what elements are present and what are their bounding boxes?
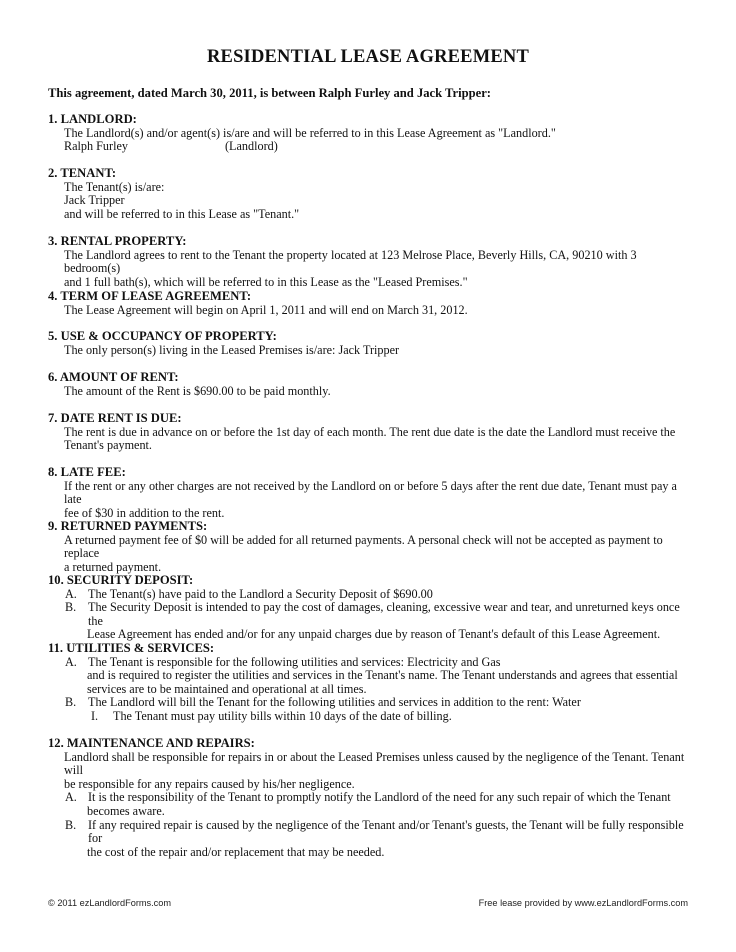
landlord-name-row xyxy=(64,140,694,154)
section-heading: 12. MAINTENANCE AND REPAIRS: xyxy=(48,736,255,750)
item-text: If any required repair is caused by the negligence of the Tenant and/or Tenant's guests, the Tenant will be fully responsible for xyxy=(88,817,684,846)
section-heading: 1. LANDLORD: xyxy=(48,112,137,126)
item-text: Lease Agreement has ended and/or for any unpaid charges due by reason of Tenant's default of this Lease Agreement. xyxy=(87,627,661,642)
item-marker: I. xyxy=(91,708,99,723)
section-maintenance xyxy=(48,737,694,859)
section-heading: 6. AMOUNT OF RENT: xyxy=(48,370,179,384)
document-title: RESIDENTIAL LEASE AGREEMENT xyxy=(206,47,530,67)
section-heading: 8. LATE FEE: xyxy=(48,465,126,479)
section-text: Landlord shall be responsible for repairs in or about the Leased Premises unless caused by the negligence of the Tenant. Tenant will xyxy=(64,749,685,778)
item-text: and is required to register the utilities and services in the Tenant's name. The Tenant understands and agrees that essential xyxy=(87,668,678,683)
section-heading: 9. RETURNED PAYMENTS: xyxy=(48,519,208,533)
list-item xyxy=(64,791,694,805)
section-late-fee xyxy=(48,466,694,520)
section-text: Tenant's payment. xyxy=(64,438,152,453)
list-item xyxy=(64,601,694,628)
section-rent-amount xyxy=(48,371,694,398)
item-marker: B. xyxy=(65,695,77,710)
section-landlord xyxy=(48,113,694,154)
sub-list-item xyxy=(87,710,694,724)
section-text: The amount of the Rent is $690.00 to be paid monthly. xyxy=(64,383,331,398)
section-heading: 4. TERM OF LEASE AGREEMENT: xyxy=(48,289,252,303)
section-lease-term xyxy=(48,290,694,317)
section-heading: 7. DATE RENT IS DUE: xyxy=(48,411,182,425)
section-text: The Landlord(s) and/or agent(s) is/are and will be referred to in this Lease Agreement as "Landlord." xyxy=(64,125,556,140)
item-marker: A. xyxy=(65,790,77,805)
landlord-role: (Landlord) xyxy=(225,139,278,154)
item-text: The Landlord will bill the Tenant for the following utilities and services in addition to the rent: Water xyxy=(88,695,581,710)
section-returned-payments xyxy=(48,520,694,574)
section-rent-due xyxy=(48,412,694,453)
section-text: and 1 full bath(s), which will be referred to in this Lease as the "Leased Premises." xyxy=(64,274,468,289)
section-heading: 10. SECURITY DEPOSIT: xyxy=(48,573,194,587)
section-text: If the rent or any other charges are not received by the Landlord on or before 5 days after the rent due date, Tenant must pay a late xyxy=(64,478,677,507)
item-text: The Tenant(s) have paid to the Landlord a Security Deposit of $690.00 xyxy=(88,586,433,601)
item-marker: B. xyxy=(65,817,77,832)
tenant-name: Jack Tripper xyxy=(64,193,125,208)
section-text: The Tenant(s) is/are: xyxy=(64,179,165,194)
agreement-intro: This agreement, dated March 30, 2011, is between Ralph Furley and Jack Tripper: xyxy=(48,86,491,100)
section-text: be responsible for any repairs caused by his/her negligence. xyxy=(64,776,355,791)
footer-copyright: © 2011 ezLandlordForms.com xyxy=(48,898,172,908)
section-text: The only person(s) living in the Leased Premises is/are: Jack Tripper xyxy=(64,342,400,357)
section-text: A returned payment fee of $0 will be added for all returned payments. A personal check will not be accepted as payment to replace xyxy=(64,532,663,561)
section-heading: 11. UTILITIES & SERVICES: xyxy=(48,641,215,655)
item-text: services are to be maintained and operational at all times. xyxy=(87,681,367,696)
section-text: and will be referred to in this Lease as "Tenant." xyxy=(64,206,300,221)
section-heading: 3. RENTAL PROPERTY: xyxy=(48,234,187,248)
item-marker: A. xyxy=(65,586,77,601)
section-occupancy xyxy=(48,330,694,357)
item-text: The Tenant must pay utility bills within 10 days of the date of billing. xyxy=(113,708,452,723)
item-text: the cost of the repair and/or replacement that may be needed. xyxy=(87,844,385,859)
section-rental-property xyxy=(48,235,694,289)
section-tenant xyxy=(48,167,694,221)
landlord-name: Ralph Furley xyxy=(64,139,128,154)
item-text: The Tenant is responsible for the following utilities and services: Electricity and Gas xyxy=(88,654,501,669)
section-text: a returned payment. xyxy=(64,559,162,574)
section-security-deposit xyxy=(48,574,694,642)
list-item xyxy=(64,819,694,846)
item-text: The Security Deposit is intended to pay the cost of damages, cleaning, excessive wear and tear, and unreturned keys once the xyxy=(88,600,680,628)
item-text: becomes aware. xyxy=(87,803,165,818)
section-utilities xyxy=(48,642,694,724)
footer-credit: Free lease provided by www.ezLandlordForms.com xyxy=(478,898,688,908)
item-marker: A. xyxy=(65,654,77,669)
section-text: The Landlord agrees to rent to the Tenant the property located at 123 Melrose Place, Beverly Hills, CA, 90210 with 3 bedroom(s) xyxy=(64,247,637,276)
list-item xyxy=(64,656,694,670)
section-text: fee of $30 in addition to the rent. xyxy=(64,505,225,520)
list-item xyxy=(64,696,694,710)
section-heading: 2. TENANT: xyxy=(48,166,117,180)
section-text: The rent is due in advance on or before the 1st day of each month. The rent due date is the date the Landlord must receive the xyxy=(64,424,676,439)
section-heading: 5. USE & OCCUPANCY OF PROPERTY: xyxy=(48,329,277,343)
section-text: The Lease Agreement will begin on April 1, 2011 and will end on March 31, 2012. xyxy=(64,302,468,317)
list-item xyxy=(64,588,694,602)
item-text: It is the responsibility of the Tenant to promptly notify the Landlord of the need for any such repair of which the Tenant xyxy=(88,790,671,805)
item-marker: B. xyxy=(65,600,77,615)
